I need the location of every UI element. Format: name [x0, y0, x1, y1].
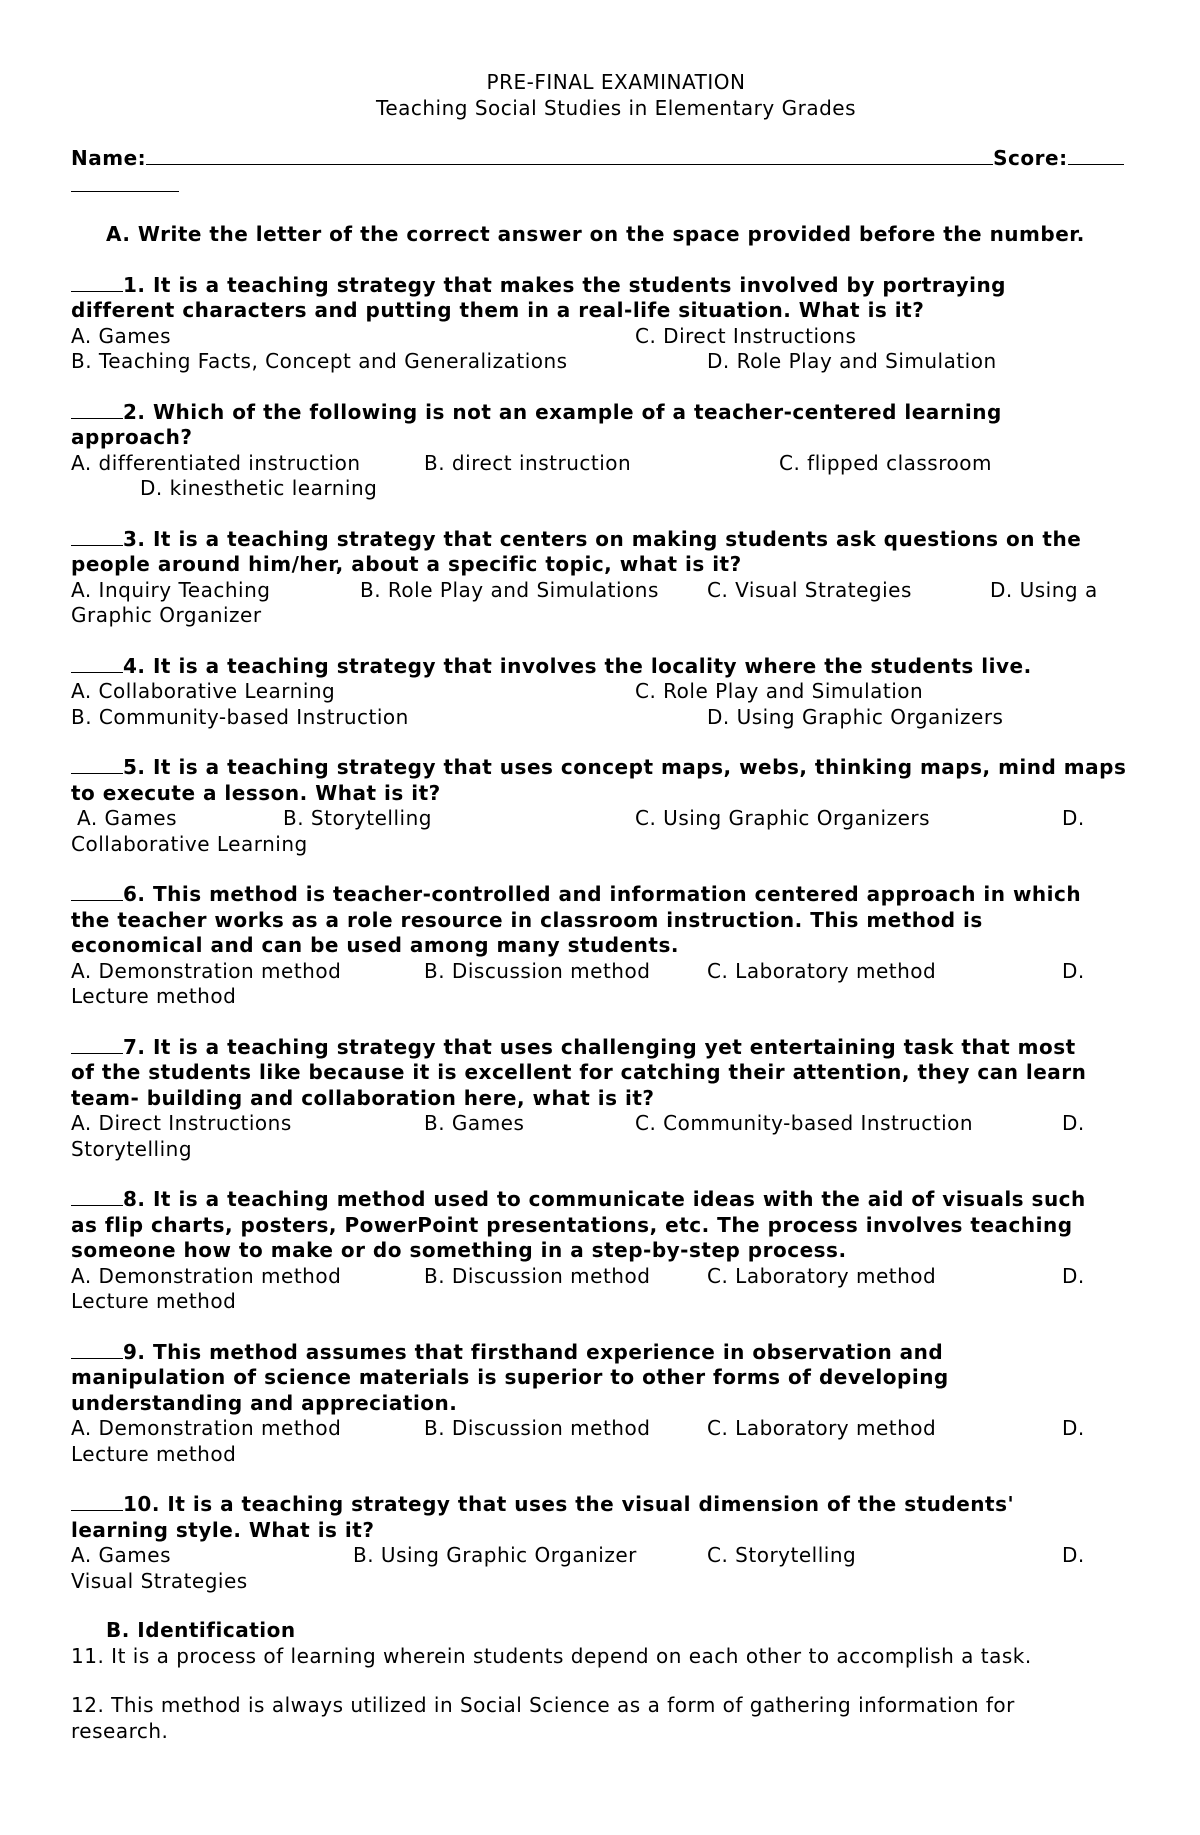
option-c: C. Role Play and Simulation — [635, 679, 924, 703]
question-8 — [71, 1186, 1161, 1315]
option-b: B. Storytelling — [283, 806, 432, 830]
score-blank[interactable] — [1068, 145, 1124, 165]
option-a: A. Collaborative Learning — [71, 679, 336, 703]
question-2 — [71, 399, 1161, 502]
section-b-heading: B. Identification — [106, 1618, 296, 1642]
option-d-continued: Lecture method — [71, 984, 237, 1008]
option-d: D. kinesthetic learning — [140, 476, 378, 500]
question-stem: approach? — [71, 425, 193, 449]
option-c: C. Community-based Instruction — [635, 1111, 974, 1135]
question-1 — [71, 272, 1161, 375]
option-a: A. Games — [71, 1543, 172, 1567]
answer-blank[interactable] — [71, 399, 123, 419]
option-b: B. Discussion method — [424, 1416, 651, 1440]
option-a: A. Demonstration method — [71, 1416, 342, 1440]
question-stem: 3. It is a teaching strategy that centers on making students ask questions on the — [123, 526, 1082, 551]
option-a: A. Demonstration method — [71, 1263, 342, 1288]
option-d-continued: Lecture method — [71, 1441, 237, 1466]
question-stem: to execute a lesson. What is it? — [71, 780, 441, 805]
answer-blank[interactable] — [71, 1491, 123, 1511]
option-c: C. Laboratory method — [707, 1416, 937, 1440]
score-blank-2[interactable] — [71, 172, 179, 192]
option-b: B. Discussion method — [424, 1263, 651, 1288]
question-stem: as flip charts, posters, PowerPoint presentations, etc. The process involves teaching — [71, 1212, 1073, 1237]
option-b: B. Discussion method — [424, 958, 651, 983]
option-d-continued: Lecture method — [71, 1289, 237, 1313]
question-stem: learning style. What is it? — [71, 1517, 375, 1542]
name-label: Name: — [71, 146, 147, 170]
exam-document — [71, 70, 1161, 1744]
option-b: B. direct instruction — [424, 450, 632, 475]
question-stem: 4. It is a teaching strategy that involves the locality where the students live. — [123, 653, 1032, 678]
option-c: C. Visual Strategies — [707, 577, 912, 602]
question-stem: of the students like because it is excellent for catching their attention, they can learn — [71, 1060, 1087, 1084]
question-stem: 1. It is a teaching strategy that makes the students involved by portraying — [123, 272, 1006, 297]
answer-blank[interactable] — [71, 526, 123, 546]
option-c: C. Laboratory method — [707, 1263, 937, 1288]
option-c: C. Laboratory method — [707, 958, 937, 983]
question-7 — [71, 1034, 1161, 1163]
answer-blank[interactable] — [71, 1186, 123, 1206]
option-d: D. — [1062, 1263, 1085, 1288]
option-a: A. Demonstration method — [71, 958, 342, 983]
option-c: C. Using Graphic Organizers — [635, 806, 931, 830]
option-d: D. — [1062, 1111, 1085, 1135]
option-d-continued: Graphic Organizer — [71, 603, 262, 627]
answer-blank[interactable] — [71, 881, 123, 901]
question-11: 11. It is a process of learning wherein students depend on each other to accomplish a task. — [71, 1643, 1032, 1668]
option-a: A. Games — [71, 323, 172, 348]
option-d: D. — [1062, 958, 1085, 983]
question-4 — [71, 653, 1161, 731]
question-stem: 2. Which of the following is not an example of a teacher-centered learning — [123, 399, 1002, 424]
option-b: B. Using Graphic Organizer — [353, 1543, 637, 1567]
question-9 — [71, 1339, 1161, 1468]
question-3 — [71, 526, 1161, 629]
option-a: A. Direct Instructions — [71, 1111, 292, 1135]
question-12: 12. This method is always utilized in Social Science as a form of gathering information for — [71, 1693, 1015, 1717]
question-stem: people around him/her, about a specific topic, what is it? — [71, 552, 742, 576]
question-stem: 5. It is a teaching strategy that uses concept maps, webs, thinking maps, mind maps — [123, 755, 1127, 779]
option-a: A. differentiated instruction — [71, 450, 361, 475]
question-stem: someone how to make or do something in a step-by-step process. — [71, 1238, 847, 1262]
option-c: C. Storytelling — [707, 1543, 857, 1567]
answer-blank[interactable] — [71, 653, 123, 673]
exam-subtitle: Teaching Social Studies in Elementary Grades — [376, 95, 856, 120]
score-label: Score: — [993, 146, 1068, 170]
name-blank[interactable] — [146, 145, 993, 165]
option-d: D. — [1062, 1416, 1085, 1440]
answer-blank[interactable] — [71, 754, 123, 774]
answer-blank[interactable] — [71, 272, 123, 292]
question-stem: understanding and appreciation. — [71, 1390, 458, 1415]
option-b: B. Role Play and Simulations — [360, 577, 659, 602]
answer-blank[interactable] — [71, 1034, 123, 1054]
question-stem: manipulation of science materials is superior to other forms of developing — [71, 1365, 949, 1389]
option-c: C. flipped classroom — [779, 450, 992, 475]
option-d: D. — [1062, 1543, 1085, 1567]
option-a: A. Games — [77, 806, 178, 830]
question-5 — [71, 754, 1161, 857]
question-6 — [71, 881, 1161, 1010]
option-d: D. Using a — [990, 577, 1098, 602]
question-stem: different characters and putting them in a real-life situation. What is it? — [71, 298, 925, 322]
answer-blank[interactable] — [71, 1339, 123, 1359]
option-d: D. — [1062, 806, 1085, 830]
question-stem: 7. It is a teaching strategy that uses challenging yet entertaining task that most — [123, 1034, 1076, 1059]
option-d-continued: Visual Strategies — [71, 1568, 248, 1593]
question-stem: the teacher works as a role resource in classroom instruction. This method is — [71, 907, 983, 932]
question-stem: economical and can be used among many students. — [71, 933, 679, 957]
option-b: B. Games — [424, 1111, 525, 1135]
question-stem: team- building and collaboration here, what is it? — [71, 1085, 655, 1110]
option-d: D. Using Graphic Organizers — [707, 704, 1004, 729]
question-12-continued: research. — [71, 1718, 169, 1743]
exam-title: PRE-FINAL EXAMINATION — [486, 70, 746, 94]
option-c: C. Direct Instructions — [635, 323, 857, 348]
question-10 — [71, 1491, 1161, 1594]
section-a-instructions: A. Write the letter of the correct answer on the space provided before the number. — [106, 222, 1085, 246]
option-d-continued: Storytelling — [71, 1136, 193, 1161]
name-score-row — [71, 145, 1161, 172]
option-a: A. Inquiry Teaching — [71, 577, 271, 602]
question-stem: 8. It is a teaching method used to communicate ideas with the aid of visuals such — [123, 1187, 1086, 1211]
option-b: B. Teaching Facts, Concept and Generalizations — [71, 349, 568, 373]
question-stem: 9. This method assumes that firsthand experience in observation and — [123, 1339, 944, 1364]
option-d-continued: Collaborative Learning — [71, 831, 308, 856]
question-stem: 6. This method is teacher-controlled and information centered approach in which — [123, 882, 1082, 906]
question-stem: 10. It is a teaching strategy that uses the visual dimension of the students' — [123, 1492, 1015, 1516]
option-b: B. Community-based Instruction — [71, 704, 409, 729]
option-d: D. Role Play and Simulation — [707, 349, 997, 373]
score-blank-continued — [71, 172, 1161, 199]
